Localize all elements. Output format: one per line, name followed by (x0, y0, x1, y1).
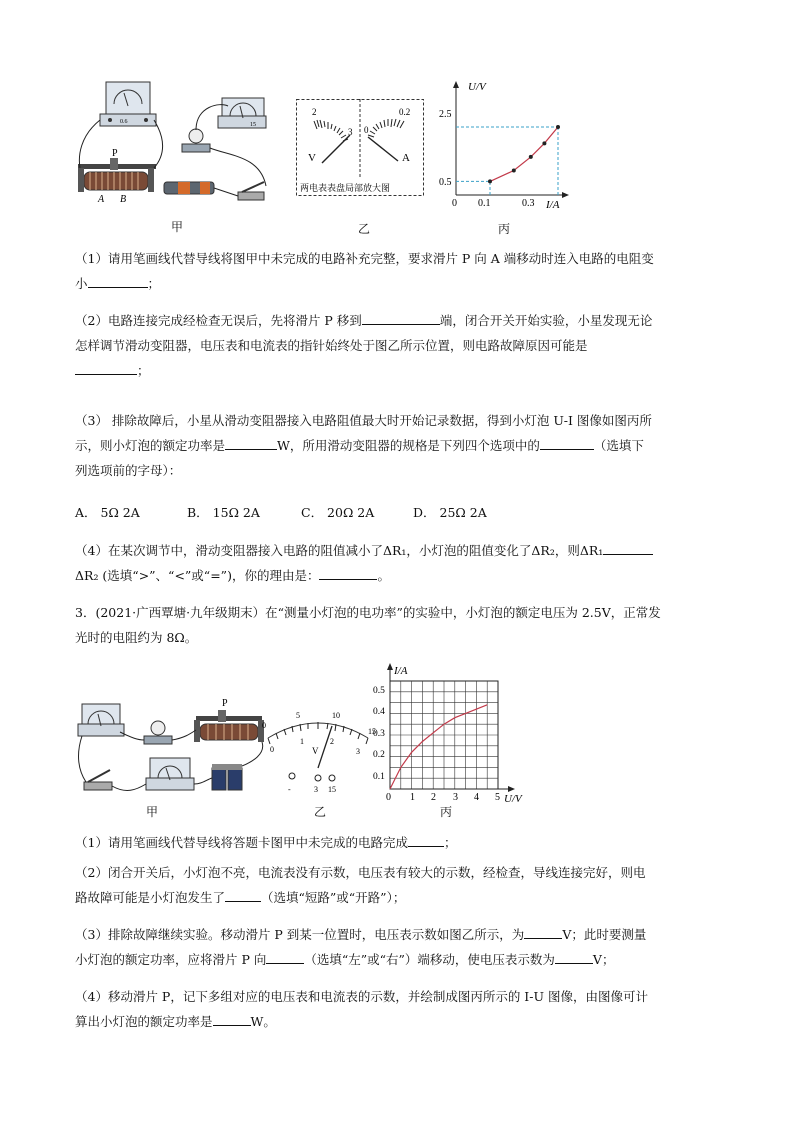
svg-text:0: 0 (364, 125, 369, 135)
q2-part2: （2）电路连接完成经检查无误后，先将滑片 P 移到 端，闭合开关开始实验，小星发现无论 怎样调节滑动变阻器，电压表和电流表的指针始终处于图乙所示位置，则电路故障原因可能是 ； (75, 308, 715, 383)
data-point (529, 155, 533, 159)
answer-blank[interactable] (540, 435, 594, 450)
svg-text:2: 2 (312, 107, 317, 117)
fig1-caption-c: 丙 (498, 222, 511, 236)
ui-curve (490, 127, 558, 181)
svg-text:0.6: 0.6 (120, 119, 128, 125)
y-tick-0-2: 0.2 (373, 750, 385, 760)
voltmeter-dial-q3 (256, 706, 380, 804)
origin-label: 0 (452, 198, 457, 209)
svg-text:10: 10 (332, 711, 340, 720)
x-axis-arrow (562, 192, 569, 198)
lamp-icon (182, 129, 210, 152)
circuit-diagram-q3 (76, 694, 266, 816)
switch-icon (238, 182, 264, 200)
x-tick-4: 4 (474, 792, 479, 803)
svg-text:3: 3 (348, 127, 353, 137)
answer-blank[interactable] (225, 887, 261, 902)
y-tick-2-5: 2.5 (439, 109, 452, 120)
answer-blank[interactable] (319, 565, 377, 580)
x-axis-arrow (508, 786, 515, 792)
option-b[interactable]: B． 15Ω 2A (187, 505, 260, 520)
svg-text:15: 15 (328, 785, 336, 794)
data-point (542, 141, 546, 145)
answer-blank[interactable] (524, 924, 562, 939)
x-tick-2: 2 (431, 792, 436, 803)
rheostat-icon (78, 158, 156, 192)
q2-part1: （1）请用笔画线代替导线将图甲中未完成的电路补充完整，要求滑片 P 向 A 端移动时连入电路的电阻变 小 ； (75, 251, 654, 291)
q3-part4: （4）移动滑片 P，记下多组对应的电压表和电流表的示数，并绘制成图丙所示的 I-U 图像，由图像可计 算出小灯泡的额定功率是 W。 (75, 989, 648, 1029)
y-tick-0-1: 0.1 (373, 772, 385, 782)
iu-graph-q3 (366, 662, 536, 810)
x-tick-3: 3 (453, 792, 458, 803)
svg-text:A: A (98, 194, 105, 205)
y-axis-label: I/A (394, 665, 408, 677)
svg-text:1: 1 (300, 737, 304, 746)
answer-blank[interactable] (213, 1011, 251, 1026)
answer-blank[interactable] (555, 949, 593, 964)
switch-icon (84, 770, 112, 790)
svg-text:0.2: 0.2 (399, 107, 411, 117)
rheostat-icon (194, 710, 264, 742)
q3-intro: 3．(2021·广西覃塘·九年级期末）在“测量小灯泡的电功率”的实验中，小灯泡的额定电压为 2.5V，正常发 光时的电阻约为 8Ω。 (75, 605, 661, 645)
q3-caption-a: 甲 (146, 805, 159, 819)
y-axis-arrow (453, 81, 459, 88)
y-axis-arrow (387, 663, 393, 670)
voltmeter-icon (218, 98, 266, 128)
fig1-caption-a: 甲 (171, 220, 184, 234)
option-d[interactable]: D． 25Ω 2A (413, 505, 487, 520)
svg-text:V: V (312, 746, 319, 756)
answer-blank[interactable] (75, 360, 137, 375)
voltmeter-icon (146, 758, 194, 790)
x-axis-label: U/V (504, 793, 522, 805)
q3-part1: （1）请用笔画线代替导线将答题卡图甲中未完成的电路完成 ； (75, 830, 715, 855)
svg-text:P: P (222, 698, 228, 709)
meter-dials-closeup (296, 99, 424, 196)
x-tick-5: 5 (495, 792, 500, 803)
svg-text:2: 2 (330, 737, 334, 746)
svg-text:P: P (112, 148, 118, 159)
data-point (488, 179, 492, 183)
data-point (556, 125, 560, 129)
q2-part4: （4）在某次调节中，滑动变阻器接入电路的阻值减小了ΔR₁，小灯泡的阻值变化了ΔR₂，则ΔR₁ ΔR₂ (选填“>”、“<”或“=”)，你的理由是： 。 (75, 538, 715, 588)
answer-blank[interactable] (408, 832, 444, 847)
battery-icon (212, 764, 242, 790)
svg-text:5: 5 (296, 711, 300, 720)
q2-part3: （3） 排除故障后，小星从滑动变阻器接入电路阻值最大时开始记录数据，得到小灯泡 U-I 图像如图丙所 示，则小灯泡的额定功率是 W，所用滑动变阻器的规格是下列四个选项中的 （选填下 列选项前的字母）： (75, 413, 652, 478)
q3-caption-c: 丙 (440, 805, 453, 819)
svg-text:15: 15 (250, 122, 256, 128)
svg-text:V: V (308, 152, 316, 164)
ammeter-icon (100, 82, 156, 126)
svg-text:3: 3 (314, 785, 318, 794)
lamp-icon (144, 721, 172, 744)
ammeter-icon (78, 704, 124, 736)
q3-caption-b: 乙 (314, 805, 327, 819)
answer-blank[interactable] (266, 949, 304, 964)
svg-text:15: 15 (368, 727, 376, 736)
iu-graph-plot (387, 663, 515, 792)
option-a[interactable]: A． 5Ω 2A (75, 505, 140, 520)
q2-options (75, 500, 715, 525)
fig1-caption-b: 乙 (358, 222, 371, 236)
svg-text:-: - (288, 785, 291, 794)
ui-graph-plot (453, 81, 569, 198)
x-tick-1: 1 (410, 792, 415, 803)
y-tick-0-5: 0.5 (373, 686, 385, 696)
y-axis-label: U/V (468, 81, 486, 93)
y-tick-0-3: 0.3 (373, 729, 385, 739)
q3-part3: （3）排除故障继续实验。移动滑片 P 到某一位置时，电压表示数如图乙所示，为 V；此时要测量 小灯泡的额定功率，应将滑片 P 向 （选填“左”或“右”）端移动，使电压表示数为 V； (75, 922, 715, 972)
answer-blank[interactable] (362, 310, 440, 325)
svg-text:A: A (402, 152, 410, 164)
svg-text:3: 3 (356, 747, 360, 756)
circuit-diagram-a (70, 76, 270, 212)
data-point (512, 169, 516, 173)
y-tick-0-5: 0.5 (439, 177, 452, 188)
ui-graph-fig1 (432, 78, 572, 212)
answer-blank[interactable] (88, 273, 148, 288)
svg-text:两电表表盘局部放大图: 两电表表盘局部放大图 (300, 183, 391, 193)
answer-blank[interactable] (225, 435, 277, 450)
x-tick-0: 0 (386, 792, 391, 803)
iu-curve (390, 705, 487, 789)
svg-text:B: B (120, 194, 127, 205)
y-tick-0-4: 0.4 (373, 707, 385, 717)
svg-text:0: 0 (270, 745, 274, 754)
q3-part2: （2）闭合开关后，小灯泡不亮，电流表没有示数，电压表有较大的示数，经检查，导线连接完好，则电 路故障可能是小灯泡发生了 （选填“短路”或“开路”）； (75, 865, 646, 905)
svg-text:0: 0 (262, 721, 266, 730)
battery-icon (164, 182, 214, 194)
x-tick-0-3: 0.3 (522, 198, 535, 209)
option-c[interactable]: C． 20Ω 2A (301, 505, 375, 520)
x-tick-0-1: 0.1 (478, 198, 491, 209)
x-axis-label: I/A (546, 199, 560, 211)
answer-blank[interactable] (603, 540, 653, 555)
